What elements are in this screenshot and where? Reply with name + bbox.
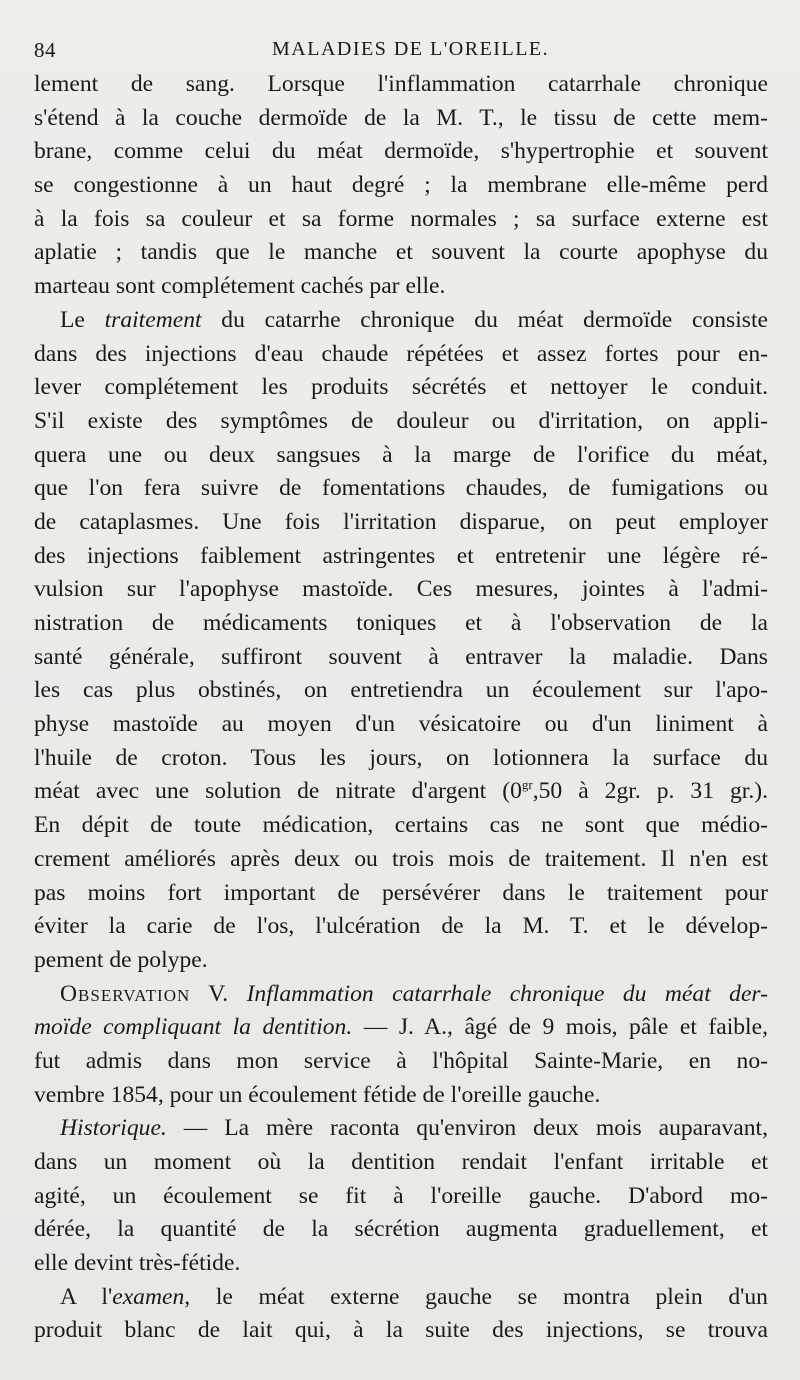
- text-run: Inflammation catarrhale chronique du méat der-: [246, 980, 768, 1007]
- text-line: [34, 1112, 768, 1146]
- page-number: 84: [34, 38, 56, 62]
- text-run: quera une ou deux sangsues à la marge de l'orifice du méat,: [34, 441, 768, 468]
- text-line: [34, 877, 768, 911]
- text-run: En dépit de toute médication, certains cas ne sont que médio-: [34, 812, 768, 839]
- text-line: [34, 68, 768, 102]
- text-line: [34, 1146, 768, 1180]
- text-run: marteau sont complétement cachés par elle.: [34, 273, 446, 300]
- text-run: fut admis dans mon service à l'hôpital Sainte-Marie, en no-: [34, 1047, 768, 1074]
- text-line: [34, 439, 768, 473]
- text-line: [34, 1247, 768, 1281]
- text-run: pas moins fort important de persévérer dans le traitement pour: [34, 879, 768, 906]
- text-line: [34, 102, 768, 136]
- text-run: elle devint très-fétide.: [34, 1250, 241, 1277]
- text-line: [34, 236, 768, 270]
- text-line: [34, 573, 768, 607]
- text-run: — La mère raconta qu'environ deux mois auparavant,: [166, 1115, 768, 1142]
- text-run: A l': [60, 1283, 113, 1310]
- text-run: du catarrhe chronique du méat dermoïde consiste: [201, 306, 768, 333]
- text-run: , le méat externe gauche se montra plein d'un: [184, 1283, 768, 1310]
- text-run: lever complétement les produits sécrétés et nettoyer le conduit.: [34, 374, 768, 401]
- text-line: [34, 472, 768, 506]
- text-line: [34, 1045, 768, 1079]
- text-line: [34, 371, 768, 405]
- text-line: [34, 641, 768, 675]
- text-line: [34, 809, 768, 843]
- text-run: physe mastoïde au moyen d'un vésicatoire ou d'un liniment à: [34, 711, 768, 738]
- text-run: se congestionne à un haut degré ; la membrane elle-même perd: [34, 172, 768, 199]
- text-line: [34, 775, 768, 809]
- text-line: [34, 506, 768, 540]
- text-run: les cas plus obstinés, on entretiendra un écoulement sur l'apo-: [34, 677, 768, 704]
- text-run: vembre 1854, pour un écoulement fétide de l'oreille gauche.: [34, 1081, 601, 1108]
- text-line: [34, 1011, 768, 1045]
- text-line: [34, 978, 768, 1012]
- text-run: dérée, la quantité de la sécrétion augmenta graduellement, et: [34, 1216, 768, 1243]
- text-run: ,50 à 2gr. p. 31 gr.).: [532, 778, 768, 805]
- text-run: nistration de médicaments toniques et à l'observation de la: [34, 610, 768, 636]
- text-line: [34, 405, 768, 439]
- text-run: produit blanc de lait qui, à la suite des injections, se trouva: [34, 1317, 768, 1344]
- body-text: [34, 68, 768, 1348]
- text-line: [34, 1180, 768, 1214]
- text-line: [34, 540, 768, 574]
- text-run: aplatie ; tandis que le manche et souvent la courte apophyse du: [34, 239, 768, 266]
- text-run: lement de sang. Lorsque l'inflammation catarrhale chronique: [34, 71, 768, 97]
- text-line: [34, 1281, 768, 1315]
- text-run: vulsion sur l'apophyse mastoïde. Ces mesures, jointes à l'admi-: [34, 576, 768, 603]
- text-line: [34, 607, 768, 641]
- text-line: [34, 304, 768, 338]
- text-run: des injections faiblement astringentes et entretenir une légère ré-: [34, 542, 768, 569]
- text-run: traitement: [104, 306, 202, 333]
- text-run: s'étend à la couche dermoïde de la M. T., le tissu de cette mem-: [34, 104, 768, 131]
- text-run: Historique.: [60, 1115, 167, 1142]
- text-run: de cataplasmes. Une fois l'irritation disparue, on peut employer: [34, 508, 768, 535]
- text-line: [34, 742, 768, 776]
- text-line: [34, 135, 768, 169]
- text-run: méat avec une solution de nitrate d'argent (0: [34, 778, 522, 805]
- text-line: [34, 1079, 768, 1113]
- text-run: — J. A., âgé de 9 mois, pâle et faible,: [352, 1014, 768, 1041]
- text-line: [34, 944, 768, 978]
- text-line: [34, 270, 768, 304]
- text-line: [34, 338, 768, 372]
- text-run: santé générale, suffiront souvent à entraver la maladie. Dans: [34, 643, 768, 670]
- text-run: Le: [60, 306, 105, 333]
- text-run: éviter la carie de l'os, l'ulcération de la M. T. et le dévelop-: [34, 913, 768, 940]
- text-run: examen: [112, 1283, 185, 1310]
- text-run: Observation: [60, 980, 191, 1007]
- text-line: [34, 910, 768, 944]
- text-run: à la fois sa couleur et sa forme normales ; sa surface externe est: [34, 205, 768, 232]
- text-run: S'il existe des symptômes de douleur ou d'irritation, on appli-: [34, 407, 768, 434]
- text-run: dans des injections d'eau chaude répétées et assez fortes pour en-: [34, 340, 768, 367]
- page-header: [34, 30, 760, 60]
- text-line: [34, 1314, 768, 1348]
- text-line: [34, 169, 768, 203]
- text-run: moïde compliquant la dentition.: [34, 1014, 353, 1041]
- text-run: V.: [190, 980, 247, 1007]
- text-run: l'huile de croton. Tous les jours, on lotionnera la surface du: [34, 744, 768, 771]
- text-line: [34, 203, 768, 237]
- text-run: pement de polype.: [34, 946, 208, 973]
- running-head: MALADIES DE L'OREILLE.: [272, 38, 550, 60]
- text-run: gr: [521, 777, 533, 793]
- text-line: [34, 1213, 768, 1247]
- text-run: dans un moment où la dentition rendait l'enfant irritable et: [34, 1149, 768, 1175]
- text-run: agité, un écoulement se fit à l'oreille gauche. D'abord mo-: [34, 1182, 768, 1209]
- text-run: que l'on fera suivre de fomentations chaudes, de fumigations ou: [34, 475, 768, 502]
- text-run: crement améliorés après deux ou trois mois de traitement. Il n'en est: [34, 845, 768, 872]
- text-line: [34, 843, 768, 877]
- text-run: brane, comme celui du méat dermoïde, s'hypertrophie et souvent: [34, 138, 768, 165]
- text-line: [34, 674, 768, 708]
- text-line: [34, 708, 768, 742]
